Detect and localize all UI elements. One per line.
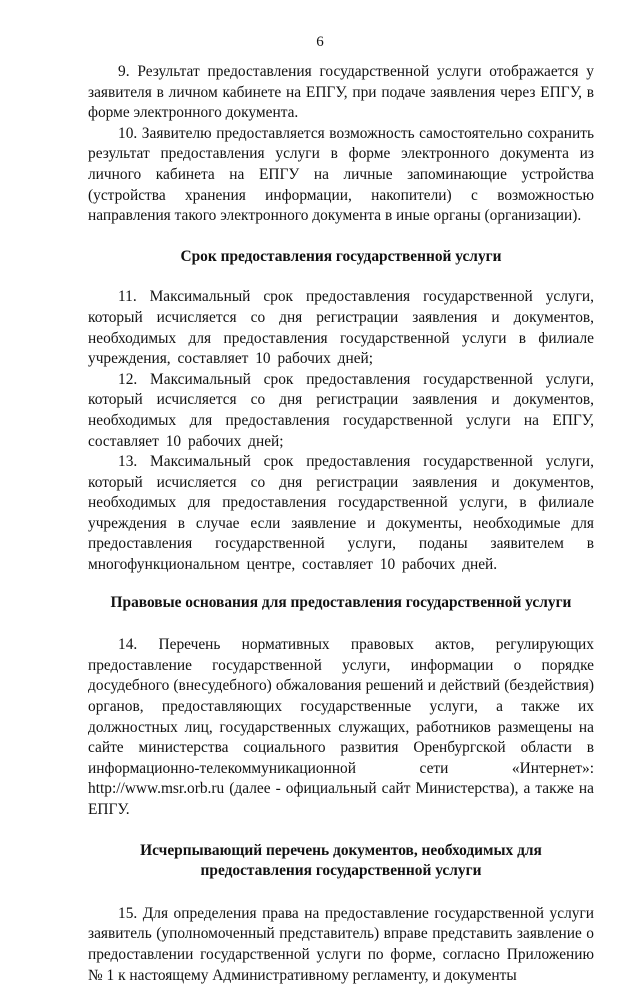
heading-pravo: Правовые основания для предоставления государственной услуги bbox=[110, 593, 572, 611]
paragraph-14: 14. Перечень нормативных правовых актов, регулирующих предоставление государственной услуги, информации о порядке досудебного (внесудебного) обжалования решений и действий (бездействия) органов, предоставляющих государственные услуги, а также их должностных лиц, государственных служащих, работников размещены на сайте министерства социального развития Оренбургской области в информационно-телекоммуникационной сети «Интернет»: http://www.msr.orb.ru (далее - официальный сайт Министерства), а также на ЕПГУ. bbox=[88, 636, 594, 818]
paragraph-15: 15. Для определения права на предоставление государственной услуги заявитель (уполномоченный представитель) вправе представить заявление о предоставлении государственной услуги по форме, согласно Приложению № 1 к настоящему Административному регламенту, и документы bbox=[88, 904, 594, 984]
heading-perechen-line1: Исчерпывающий перечень документов, необходимых для bbox=[140, 841, 542, 859]
heading-perechen-line2: предоставления государственной услуги bbox=[200, 862, 482, 880]
paragraph-9: 9. Результат предоставления государственной услуги отображается у заявителя в личном кабинете на ЕПГУ, при подаче заявления через ЕПГУ, в форме электронного документа. bbox=[88, 63, 594, 122]
paragraph-11: 11. Максимальный срок предоставления государственной услуги, который исчисляется со дня регистрации заявления и документов, необходимых для предоставления государственной услуги в филиале учреждения, составляет 10 рабочих дней; bbox=[88, 288, 594, 368]
paragraph-13: 13. Максимальный срок предоставления государственной услуги, который исчисляется со дня регистрации заявления и документов, необходимых для предоставления государственной услуги, в филиале учреждения в случае если заявление и документы, необходимые для предоставления государственной услуги, поданы заявителем в многофункциональном центре, составляет 10 рабочих дней. bbox=[88, 453, 594, 574]
paragraph-10: 10. Заявителю предоставляется возможность самостоятельно сохранить результат предоставления услуги в форме электронного документа из личного кабинета на ЕПГУ на личные запоминающие устройства (устройства хранения информации, накопители) с возможностью направления такого электронного документа в иные органы (организации). bbox=[88, 124, 594, 225]
document-body bbox=[88, 62, 594, 986]
heading-perechen bbox=[88, 841, 594, 882]
heading-srok: Срок предоставления государственной услуги bbox=[180, 247, 502, 265]
paragraph-12: 12. Максимальный срок предоставления государственной услуги, который исчисляется со дня регистрации заявления и документов, необходимых для предоставления государственной услуги на ЕПГУ, составляет 10 рабочих дней; bbox=[88, 370, 594, 450]
page-number: 6 bbox=[316, 34, 324, 50]
